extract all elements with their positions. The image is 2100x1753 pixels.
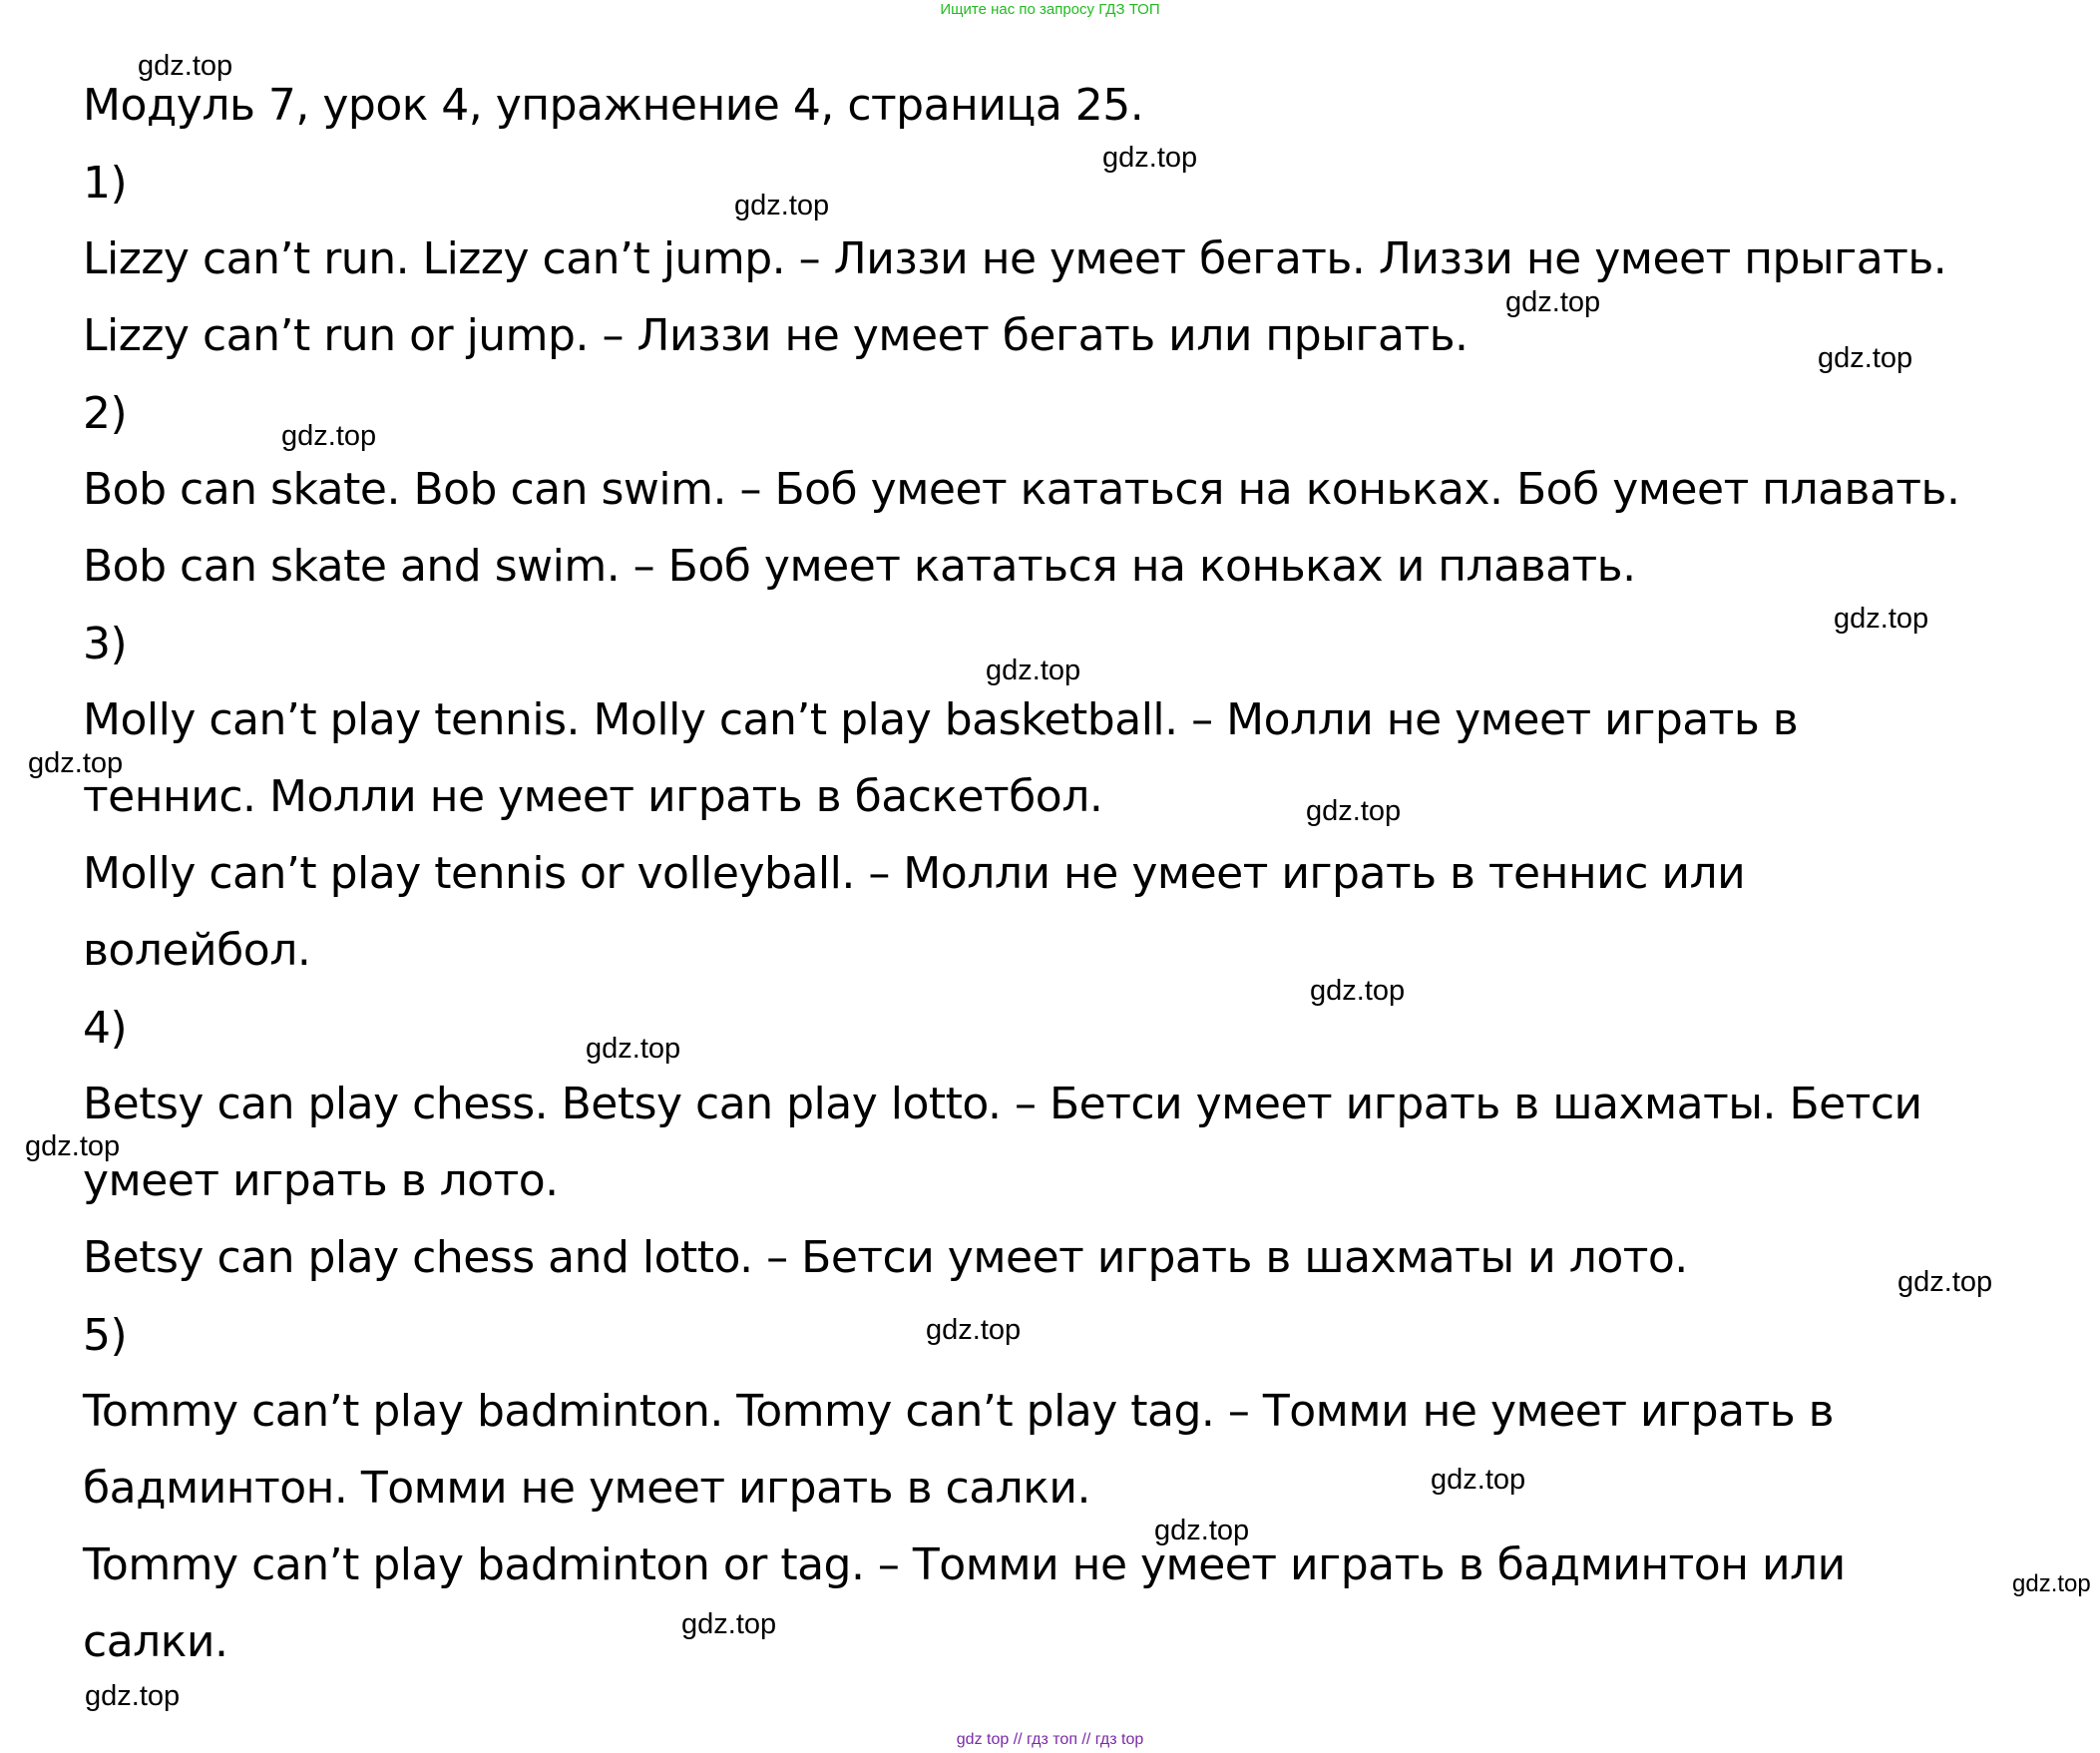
watermark: gdz.top bbox=[926, 1314, 1022, 1346]
exercise-line: Lizzy can’t run. Lizzy can’t jump. – Лиззи не умеет бегать. Лиззи не умеет прыгать. bbox=[83, 233, 1947, 284]
exercise-number: 1) bbox=[83, 158, 128, 209]
footer-links: gdz top // гдз топ // гдз top bbox=[956, 1731, 1144, 1748]
exercise-line: умеет играть в лото. bbox=[83, 1155, 559, 1206]
watermark: gdz.top bbox=[734, 190, 830, 221]
watermark: gdz.top bbox=[1818, 342, 1913, 374]
watermark: gdz.top bbox=[1897, 1266, 1993, 1298]
watermark: gdz.top bbox=[1834, 603, 1929, 635]
exercise-number: 4) bbox=[83, 1003, 128, 1054]
exercise-number: 5) bbox=[83, 1310, 128, 1361]
watermark: gdz.top bbox=[681, 1608, 777, 1640]
watermark: gdz.top bbox=[2012, 1570, 2091, 1597]
watermark: gdz.top bbox=[1306, 795, 1402, 827]
top-banner: Ищите нас по запросу ГДЗ ТОП bbox=[940, 1, 1160, 18]
watermark: gdz.top bbox=[1102, 142, 1198, 174]
exercise-number: 2) bbox=[83, 388, 128, 439]
watermark: gdz.top bbox=[281, 420, 377, 452]
exercise-line: Tommy can’t play badminton or tag. – Томми не умеет играть в бадминтон или bbox=[83, 1539, 1846, 1590]
exercise-line: Bob can skate. Bob can swim. – Боб умеет кататься на коньках. Боб умеет плавать. bbox=[83, 464, 1960, 515]
exercise-line: Molly can’t play tennis. Molly can’t play basketball. – Молли не умеет играть в bbox=[83, 694, 1799, 745]
watermark: gdz.top bbox=[28, 747, 124, 779]
exercise-line: бадминтон. Томми не умеет играть в салки. bbox=[83, 1463, 1090, 1514]
exercise-line: волейбол. bbox=[83, 925, 311, 976]
exercise-line: салки. bbox=[83, 1616, 228, 1667]
exercise-line: теннис. Молли не умеет играть в баскетбол. bbox=[83, 771, 1103, 822]
watermark: gdz.top bbox=[986, 655, 1081, 686]
exercise-line: Bob can skate and swim. – Боб умеет кататься на коньках и плавать. bbox=[83, 541, 1636, 592]
watermark: gdz.top bbox=[1431, 1464, 1526, 1496]
exercise-line: Lizzy can’t run or jump. – Лиззи не умеет бегать или прыгать. bbox=[83, 310, 1469, 361]
watermark: gdz.top bbox=[1310, 975, 1406, 1007]
watermark: gdz.top bbox=[25, 1130, 121, 1162]
watermark: gdz.top bbox=[138, 50, 233, 82]
exercise-line: Betsy can play chess and lotto. – Бетси умеет играть в шахматы и лото. bbox=[83, 1232, 1688, 1283]
watermark: gdz.top bbox=[85, 1680, 181, 1712]
exercise-line: Molly can’t play tennis or volleyball. – Молли не умеет играть в теннис или bbox=[83, 848, 1746, 899]
exercise-line: Tommy can’t play badminton. Tommy can’t play tag. – Томми не умеет играть в bbox=[83, 1386, 1835, 1437]
exercise-number: 3) bbox=[83, 619, 128, 669]
watermark: gdz.top bbox=[1505, 286, 1601, 318]
page-title: Модуль 7, урок 4, упражнение 4, страница 25. bbox=[83, 80, 1144, 131]
watermark: gdz.top bbox=[586, 1033, 681, 1065]
watermark: gdz.top bbox=[1154, 1515, 1250, 1546]
exercise-line: Betsy can play chess. Betsy can play lotto. – Бетси умеет играть в шахматы. Бетси bbox=[83, 1079, 1922, 1129]
